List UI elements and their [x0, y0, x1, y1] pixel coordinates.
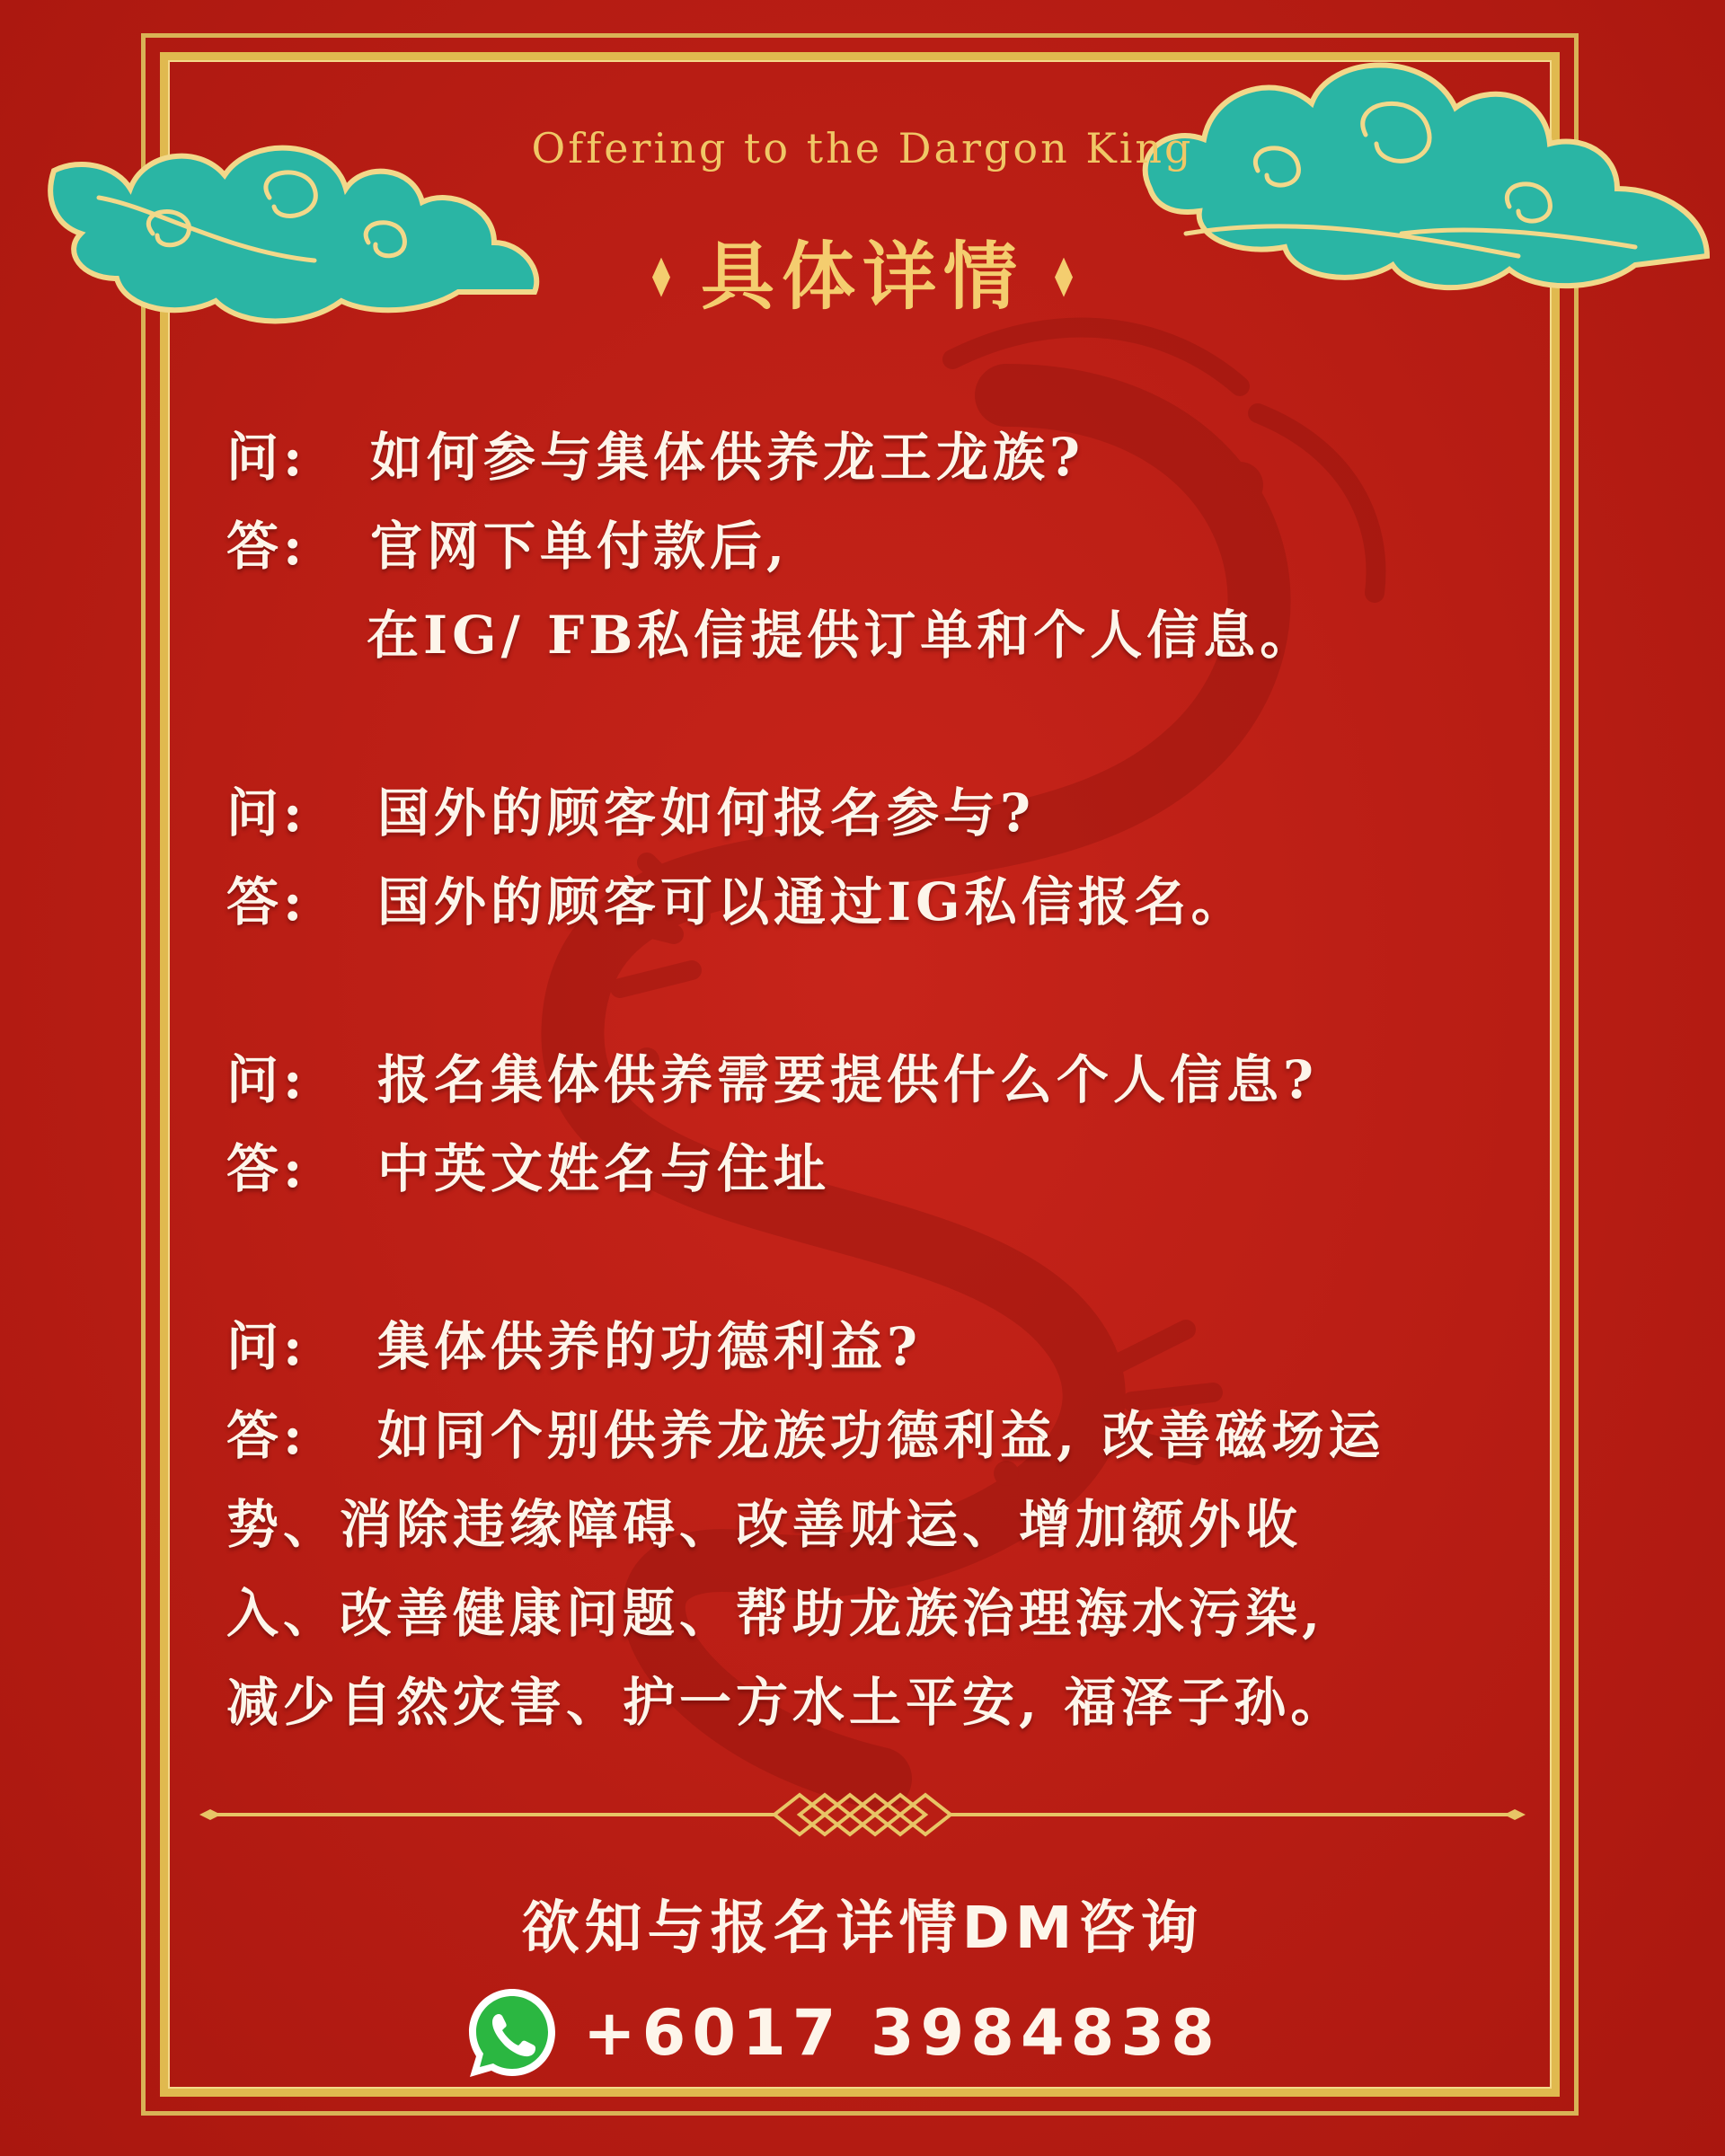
answer-text: 国外的顾客可以通过IG私信报名。: [377, 871, 1248, 932]
answer-line: [226, 591, 1529, 680]
question-label: 问:: [226, 782, 307, 844]
ornament-divider: [199, 1788, 1526, 1842]
answer-line: [226, 1658, 1529, 1747]
page-title: 具体详情: [700, 234, 1024, 320]
answer-label: 答:: [226, 516, 307, 577]
answer-line: [226, 1569, 1529, 1658]
answer-text: 势、消除违缘障碍、改善财运、增加额外收: [226, 1494, 1303, 1555]
heading: [0, 218, 1725, 323]
question-text: 集体供养的功德利益?: [377, 1316, 922, 1377]
faq-item: [226, 1303, 1529, 1747]
spacer: [226, 1214, 1529, 1303]
answer-text: 减少自然灾害、护一方水土平安, 福泽子孙。: [226, 1672, 1348, 1733]
phone-number[interactable]: +6017 3984838: [583, 1996, 1221, 2070]
answer-text: 在IG/ FB私信提供订单和个人信息。: [367, 605, 1317, 666]
question-label: 问:: [226, 427, 307, 488]
question-text: 如何参与集体供养龙王龙族?: [370, 427, 1084, 488]
whatsapp-icon: [463, 1984, 562, 2082]
question-text: 国外的顾客如何报名参与?: [377, 782, 1035, 844]
answer-text: 如同个别供养龙族功德利益, 改善磁场运: [377, 1405, 1385, 1466]
faq-list: [226, 413, 1529, 1747]
question-line: [226, 769, 1529, 858]
spacer: [226, 947, 1529, 1036]
answer-line: [226, 1480, 1529, 1569]
answer-text: 中英文姓名与住址: [377, 1138, 831, 1199]
diamond-right-icon: [1055, 258, 1073, 297]
question-line: [226, 1303, 1529, 1392]
faq-item: [226, 769, 1529, 947]
answer-label: 答:: [226, 1138, 307, 1199]
faq-item: [226, 413, 1529, 680]
contact-title: 欲知与报名详情DM咨询: [521, 1895, 1204, 1962]
question-text: 报名集体供养需要提供什么个人信息?: [377, 1049, 1318, 1110]
answer-line: [226, 858, 1529, 947]
answer-line: [226, 1392, 1529, 1480]
question-label: 问:: [226, 1049, 307, 1110]
faq-item: [226, 1036, 1529, 1214]
answer-text: 入、改善健康问题、帮助龙族治理海水污染,: [226, 1583, 1325, 1644]
phone-row[interactable]: [463, 1984, 1221, 2082]
answer-label: 答:: [226, 1405, 307, 1466]
answer-line: [226, 1125, 1529, 1214]
question-line: [226, 1036, 1529, 1125]
subtitle: Offering to the Dargon King: [531, 124, 1194, 172]
answer-text: 官网下单付款后,: [370, 516, 790, 577]
question-label: 问:: [226, 1316, 307, 1377]
answer-line: [226, 502, 1529, 591]
answer-label: 答:: [226, 871, 307, 932]
spacer: [226, 680, 1529, 769]
diamond-left-icon: [652, 258, 670, 297]
question-line: [226, 413, 1529, 502]
